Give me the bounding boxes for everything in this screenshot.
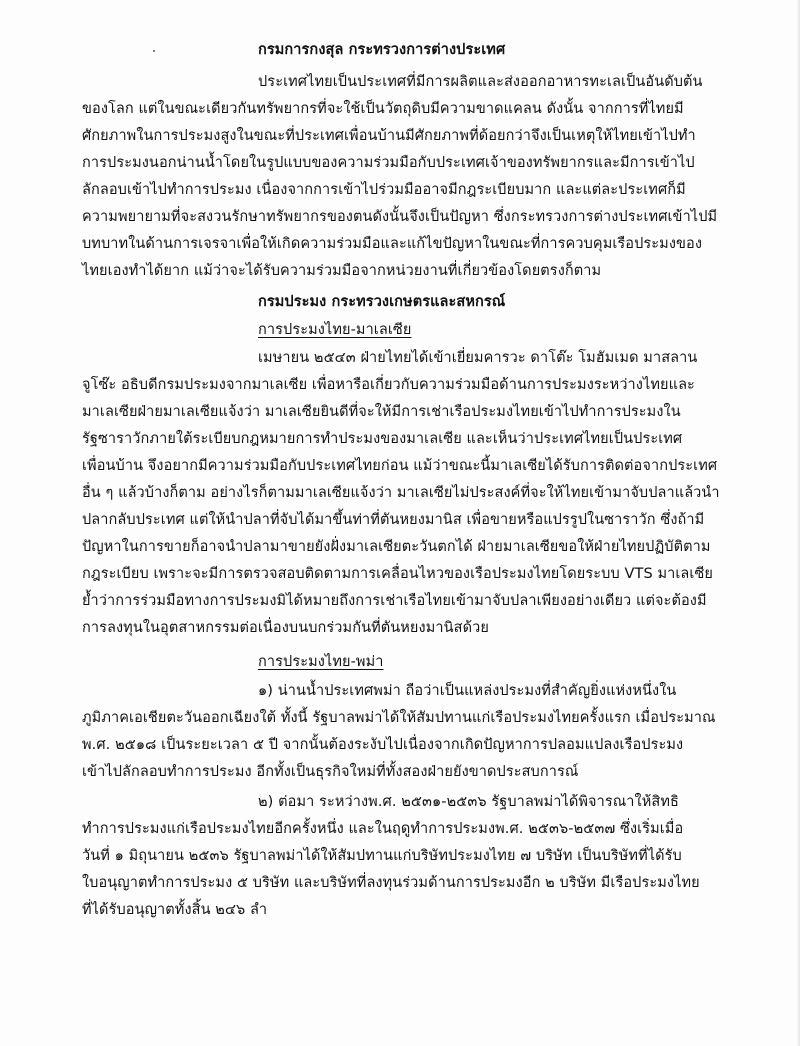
paragraph-line: ความพยายามที่จะสงวนรักษาทรัพยากรของตนดังนั้นจึงเป็นปัญหา ซึ่งกระทรวงการต่างประเทศเข้าไปมี — [82, 209, 718, 225]
list-item-line: ภูมิภาคเอเชียตะวันออกเฉียงใต้ ทั้งนี้ รัฐบาลพม่าได้ให้สัมปทานแก่เรือประมงไทยครั้งแรก เมื่อประมาณ — [82, 710, 716, 726]
paragraph-line: ศักยภาพในการประมงสูงในขณะที่ประเทศเพื่อนบ้านมีศักยภาพที่ด้อยกว่าจึงเป็นเหตุให้ไทยเข้าไปทำ — [82, 128, 696, 144]
paragraph-line: ย้ำว่าการร่วมมือทางการประมงมิได้หมายถึงการเช่าเรือไทยเข้ามาจับปลาเพียงอย่างเดียว แต่จะต้องมี — [82, 593, 707, 609]
paragraph-line: ลักลอบเข้าไปทำการประมง เนื่องจากการเข้าไปร่วมมืออาจมีกฎระเบียบมาก และแต่ละประเทศก็มี — [82, 182, 686, 198]
paragraph-line: เพื่อนบ้าน จึงอยากมีความร่วมมือกับประเทศไทยก่อน แม้ว่าขณะนี้มาเลเซียได้รับการติดต่อจากประเทศ — [82, 458, 718, 474]
scan-speck — [153, 50, 155, 52]
paragraph-line: การประมงนอกน่านน้ำโดยในรูปแบบของความร่วมมือกับประเทศเจ้าของทรัพยากรและมีการเข้าไป — [82, 155, 695, 171]
section-heading-consular: กรมการกงสุล กระทรวงการต่างประเทศ — [258, 42, 506, 58]
paragraph-line: บทบาทในด้านการเจรจาเพื่อให้เกิดความร่วมมือและแก้ไขปัญหาในขณะที่การควบคุมเรือประมงของ — [82, 236, 703, 252]
subheading-thai-malaysia: การประมงไทย-มาเลเซีย — [258, 322, 412, 338]
list-item-line: ทำการประมงแก่เรือประมงไทยอีกครั้งหนึ่ง และในฤดูทำการประมงพ.ศ. ๒๕๓๖-๒๕๓๗ ซึ่งเริ่มเมื่อ — [82, 821, 684, 837]
paragraph-line: ปัญหาในการขายก็อาจนำปลามาขายยังฝั่งมาเลเซียตะวันตกได้ ฝ่ายมาเลเซียขอให้ฝ่ายไทยปฏิบัติตาม — [82, 539, 711, 555]
list-item-line: ใบอนุญาตทำการประมง ๕ บริษัท และบริษัทที่ลงทุนร่วมด้านการประมงอีก ๒ บริษัท มีเรือประมงไทย — [82, 875, 700, 891]
paragraph-line: จูโซ๊ะ อธิบดีกรมประมงจากมาเลเซีย เพื่อหารือเกี่ยวกับความร่วมมือด้านการประมงระหว่างไทยและ — [82, 377, 695, 393]
paragraph-line: ของโลก แต่ในขณะเดียวกันทรัพยากรที่จะใช้เป็นวัตถุดิบมีความขาดแคลน ดังนั้น จากการที่ไทยมี — [82, 101, 684, 117]
list-item-line: ๑) น่านน้ำประเทศพม่า ถือว่าเป็นแหล่งประมงที่สำคัญยิ่งแห่งหนึ่งใน — [258, 683, 677, 699]
paragraph-line: การลงทุนในอุตสาหกรรมต่อเนื่องบนบกร่วมกันที่ตันหยงมานิสด้วย — [82, 620, 489, 636]
paragraph-line: ไทยเองทำได้ยาก แม้ว่าจะได้รับความร่วมมือจากหน่วยงานที่เกี่ยวข้องโดยตรงก็ตาม — [82, 263, 602, 279]
paragraph-line: อื่น ๆ แล้วบ้างก็ตาม อย่างไรก็ตามมาเลเซียแจ้งว่า มาเลเซียไม่ประสงค์ที่จะให้ไทยเข้ามาจับปลาแล้วนำ — [82, 485, 720, 501]
paragraph-line: มาเลเซียฝ่ายมาเลเซียแจ้งว่า มาเลเซียยินดีที่จะให้มีการเช่าเรือประมงไทยเข้าไปทำการประมงใน — [82, 404, 681, 420]
list-item-line: วันที่ ๑ มิถุนายน ๒๕๓๖ รัฐบาลพม่าได้ให้สัมปทานแก่บริษัทประมงไทย ๗ บริษัท เป็นบริษัทที่ได้รับ — [82, 848, 682, 864]
paragraph-line: เมษายน ๒๕๔๓ ฝ่ายไทยได้เข้าเยี่ยมคารวะ ดาโต๊ะ โมฮัมเมด มาสลาน — [258, 350, 698, 366]
page-edge — [796, 0, 800, 1046]
subheading-thai-myanmar: การประมงไทย-พม่า — [258, 654, 384, 670]
paragraph-line: ปลากลับประเทศ แต่ให้นำปลาที่จับได้มาขึ้นท่าที่ตันหยงมานิส เพื่อขายหรือแปรรูปในซาราวัก ซึ่งถ้ามี — [82, 512, 705, 528]
paragraph-line: ประเทศไทยเป็นประเทศที่มีการผลิตและส่งออกอาหารทะเลเป็นอันดับต้น — [258, 74, 703, 90]
list-item-line: ที่ได้รับอนุญาตทั้งสิ้น ๒๔๖ ลำ — [82, 902, 268, 918]
section-heading-fisheries: กรมประมง กระทรวงเกษตรและสหกรณ์ — [258, 294, 506, 310]
paragraph-line: รัฐซาราวักภายใต้ระเบียบกฎหมายการทำประมงของมาเลเซีย และเห็นว่าประเทศไทยเป็นประเทศ — [82, 431, 683, 447]
list-item-line: พ.ศ. ๒๕๑๘ เป็นระยะเวลา ๕ ปี จากนั้นต้องระงับไปเนื่องจากเกิดปัญหาการปลอมแปลงเรือประมง — [82, 737, 684, 753]
list-item-line: ๒) ต่อมา ระหว่างพ.ศ. ๒๕๓๑-๒๕๓๖ รัฐบาลพม่าได้พิจารณาให้สิทธิ — [258, 794, 679, 810]
list-item-line: เข้าไปลักลอบทำการประมง อีกทั้งเป็นธุรกิจใหม่ที่ทั้งสองฝ่ายยังขาดประสบการณ์ — [82, 764, 579, 780]
paragraph-line: กฎระเบียบ เพราะจะมีการตรวจสอบติดตามการเคลื่อนไหวของเรือประมงไทยโดยระบบ VTS มาเลเซีย — [82, 566, 714, 582]
